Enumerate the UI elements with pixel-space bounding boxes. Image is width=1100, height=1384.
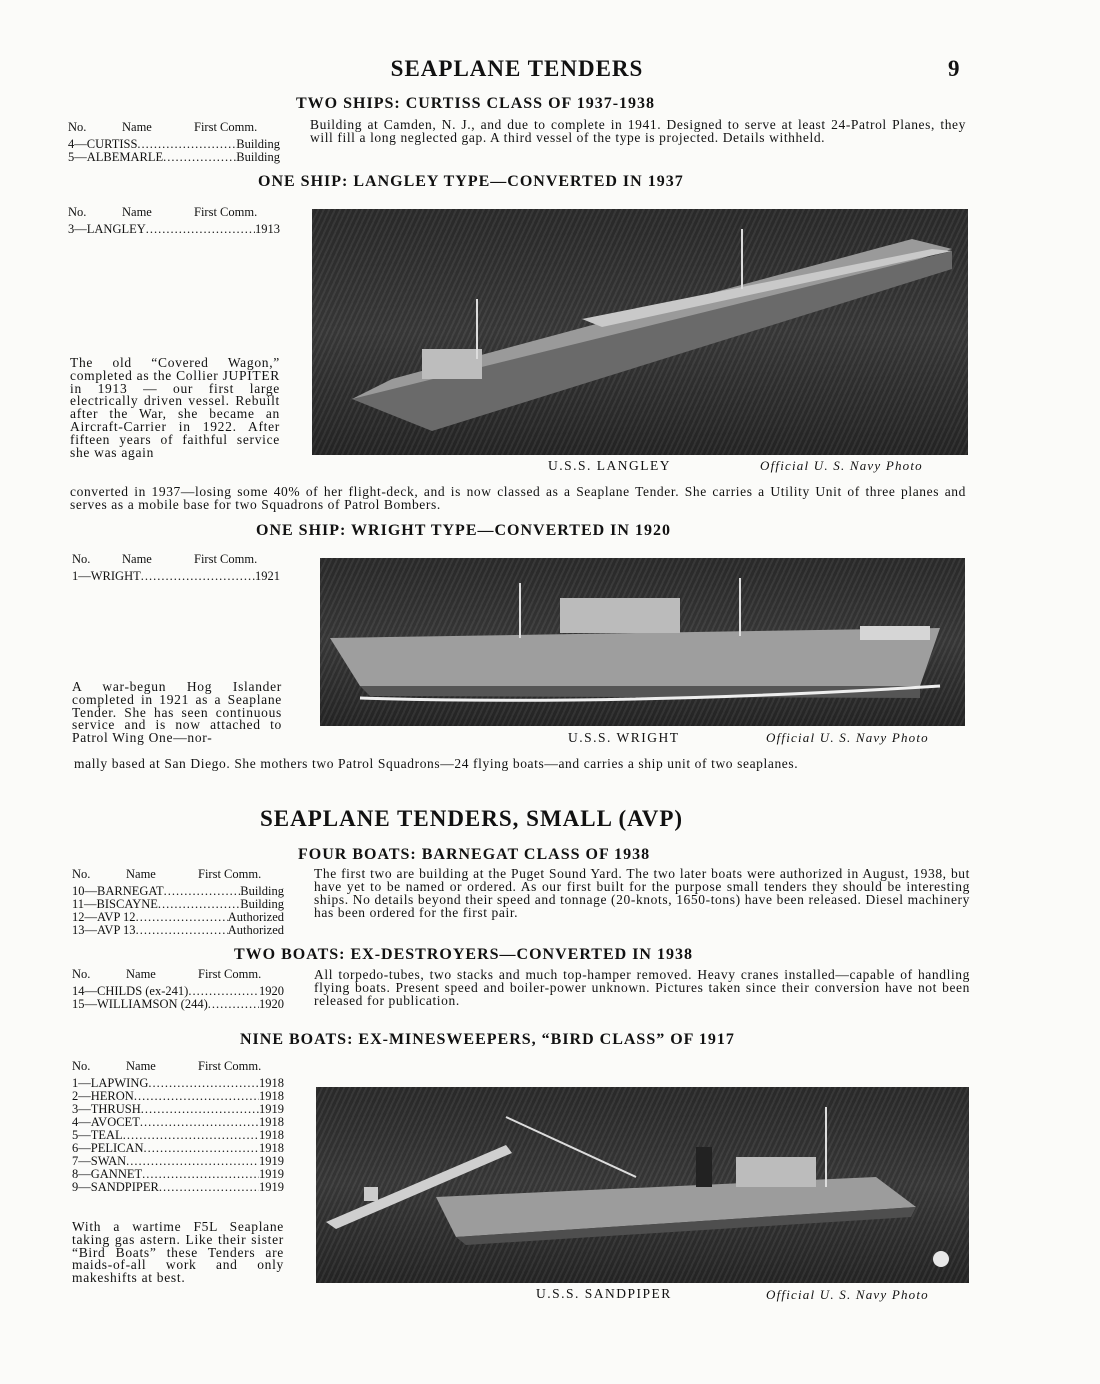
roster-header-name: Name <box>122 120 152 134</box>
first-comm: Building <box>236 137 280 151</box>
roster-header <box>72 1060 284 1073</box>
first-comm: 1920 <box>259 997 284 1011</box>
roster-header-name: Name <box>122 552 152 566</box>
roster-row <box>72 1181 284 1194</box>
roster-header <box>72 968 284 981</box>
bird-roster <box>72 1060 284 1194</box>
roster-header <box>68 121 280 134</box>
wright-credit: Official U. S. Navy Photo <box>766 730 929 745</box>
ship-name: 12—AVP 12 <box>72 910 136 924</box>
ship-name: 1—WRIGHT <box>72 569 141 583</box>
bird-side-text: With a wartime F5L Seaplane taking gas astern. Like their sister “Bird Boats” these Tenders are maids-of-all work and only makeshifts at best. <box>72 1219 284 1286</box>
first-comm: 1919 <box>259 1102 284 1116</box>
first-comm: 1918 <box>259 1089 284 1103</box>
ship-name: 11—BISCAYNE <box>72 897 158 911</box>
curtiss-roster <box>68 121 280 164</box>
langley-wide-text: converted in 1937—losing some 40% of her flight-deck, and is now classed as a Seaplane Tender. She carries a Utility Unit of three planes and serves as a mobile base for two Squadrons of Patrol Bombers. <box>70 484 966 512</box>
ship-name: 2—HERON <box>72 1089 134 1103</box>
roster-row <box>72 570 280 583</box>
roster-header <box>72 553 280 566</box>
exdestroyers-heading: TWO BOATS: EX-DESTROYERS—CONVERTED IN 1938 <box>234 946 693 963</box>
roster-header-first-comm: First Comm. <box>198 967 262 981</box>
barnegat-roster <box>72 868 284 937</box>
small-tenders-heading: SEAPLANE TENDERS, SMALL (AVP) <box>260 806 684 831</box>
ship-name: 3—THRUSH <box>72 1102 141 1116</box>
ship-name: 15—WILLIAMSON (244) <box>72 997 208 1011</box>
ship-name: 13—AVP 13 <box>72 923 136 937</box>
first-comm: 1919 <box>259 1180 284 1194</box>
ship-name: 5—ALBEMARLE <box>68 150 164 164</box>
ship-silhouette-icon <box>316 1087 969 1283</box>
roster-header-first-comm: First Comm. <box>194 120 258 134</box>
roster-header-no: No. <box>68 205 87 219</box>
roster-header-name: Name <box>126 1059 156 1073</box>
wright-roster <box>72 553 280 583</box>
first-comm: Authorized <box>227 910 284 924</box>
ship-silhouette-icon <box>320 558 965 726</box>
roster-header-name: Name <box>126 867 156 881</box>
roster-header-no: No. <box>72 1059 91 1073</box>
roster-row <box>72 998 284 1011</box>
wright-side-text: A war-begun Hog Islander completed in 1921 as a Seaplane Tender. She has seen continuous service and is now attached to Patrol Wing One—nor- <box>72 679 282 746</box>
page-title: SEAPLANE TENDERS <box>390 56 644 81</box>
curtiss-text: Building at Camden, N. J., and due to complete in 1941. Designed to serve at least 24-Patrol Planes, they will fill a long neglected gap. A third vessel of the type is projected. Details withheld. <box>310 117 966 145</box>
sandpiper-photo <box>316 1087 969 1283</box>
first-comm: 1920 <box>259 984 284 998</box>
sandpiper-credit: Official U. S. Navy Photo <box>766 1287 929 1302</box>
first-comm: 1918 <box>259 1076 284 1090</box>
first-comm: 1921 <box>255 569 280 583</box>
sandpiper-caption: U.S.S. SANDPIPER <box>536 1286 672 1301</box>
langley-roster <box>68 206 280 236</box>
ship-name: 8—GANNET <box>72 1167 143 1181</box>
roster-header <box>72 868 284 881</box>
exdestroyers-text: All torpedo-tubes, two stacks and much top-hamper removed. Heavy cranes installed—capable of handling flying boats. Present speed and boiler-power unknown. Pictures taken since their conversion have not been released for publication. <box>314 967 970 1008</box>
roster-row <box>68 151 280 164</box>
roster-header-first-comm: First Comm. <box>198 867 262 881</box>
wright-photo <box>320 558 965 726</box>
first-comm: Building <box>240 897 284 911</box>
roster-header-no: No. <box>72 967 91 981</box>
ship-name: 3—LANGLEY <box>68 222 146 236</box>
exdestroyers-roster <box>72 968 284 1011</box>
langley-credit: Official U. S. Navy Photo <box>760 458 923 473</box>
first-comm: Building <box>236 150 280 164</box>
roster-header-first-comm: First Comm. <box>194 552 258 566</box>
first-comm: Authorized <box>227 923 284 937</box>
ship-name: 14—CHILDS (ex-241) <box>72 984 189 998</box>
wright-wide-text: mally based at San Diego. She mothers two Patrol Squadrons—24 flying boats—and carries a ship unit of two seaplanes. <box>74 756 799 771</box>
ship-name: 5—TEAL <box>72 1128 123 1142</box>
ship-name: 7—SWAN <box>72 1154 127 1168</box>
first-comm: 1918 <box>259 1141 284 1155</box>
first-comm: 1919 <box>259 1154 284 1168</box>
roster-header-name: Name <box>126 967 156 981</box>
ship-name: 4—AVOCET <box>72 1115 140 1129</box>
langley-caption: U.S.S. LANGLEY <box>548 458 672 473</box>
bird-heading: NINE BOATS: EX-MINESWEEPERS, “BIRD CLASS” OF 1917 <box>240 1031 735 1048</box>
ship-name: 9—SANDPIPER <box>72 1180 159 1194</box>
langley-side-text: The old “Covered Wagon,” completed as the Collier JUPITER in 1913 — our first large electrically driven vessel. Rebuilt after the War, she became an Aircraft-Carrier in 1922. After fifteen years of faithful service she was again <box>70 355 280 460</box>
langley-photo <box>312 209 968 455</box>
roster-header-first-comm: First Comm. <box>198 1059 262 1073</box>
ship-name: 1—LAPWING <box>72 1076 149 1090</box>
roster-header <box>68 206 280 219</box>
first-comm: 1913 <box>255 222 280 236</box>
barnegat-text: The first two are building at the Puget Sound Yard. The two later boats were authorized in August, 1938, but have yet to be named or ordered. As our first built for the purpose small tenders they should be interesting ships. No details beyond their speed and tonnage (20-knots, 1650-tons) have been released. Diesel machinery has been ordered for the first pair. <box>314 866 970 920</box>
langley-heading: ONE SHIP: LANGLEY TYPE—CONVERTED IN 1937 <box>258 173 684 190</box>
wright-heading: ONE SHIP: WRIGHT TYPE—CONVERTED IN 1920 <box>256 522 671 539</box>
ship-silhouette-icon <box>312 209 968 455</box>
roster-row <box>68 223 280 236</box>
ship-name: 6—PELICAN <box>72 1141 144 1155</box>
roster-header-first-comm: First Comm. <box>194 205 258 219</box>
barnegat-heading: FOUR BOATS: BARNEGAT CLASS OF 1938 <box>298 846 651 863</box>
first-comm: 1918 <box>259 1128 284 1142</box>
wright-caption: U.S.S. WRIGHT <box>568 730 680 745</box>
first-comm: 1919 <box>259 1167 284 1181</box>
curtiss-heading: TWO SHIPS: CURTISS CLASS OF 1937-1938 <box>296 95 656 112</box>
roster-header-name: Name <box>122 205 152 219</box>
roster-header-no: No. <box>72 867 91 881</box>
first-comm: 1918 <box>259 1115 284 1129</box>
first-comm: Building <box>240 884 284 898</box>
roster-header-no: No. <box>68 120 87 134</box>
page-number: 9 <box>948 56 960 81</box>
ship-name: 10—BARNEGAT <box>72 884 164 898</box>
roster-header-no: No. <box>72 552 91 566</box>
roster-row <box>72 924 284 937</box>
ship-name: 4—CURTISS <box>68 137 138 151</box>
